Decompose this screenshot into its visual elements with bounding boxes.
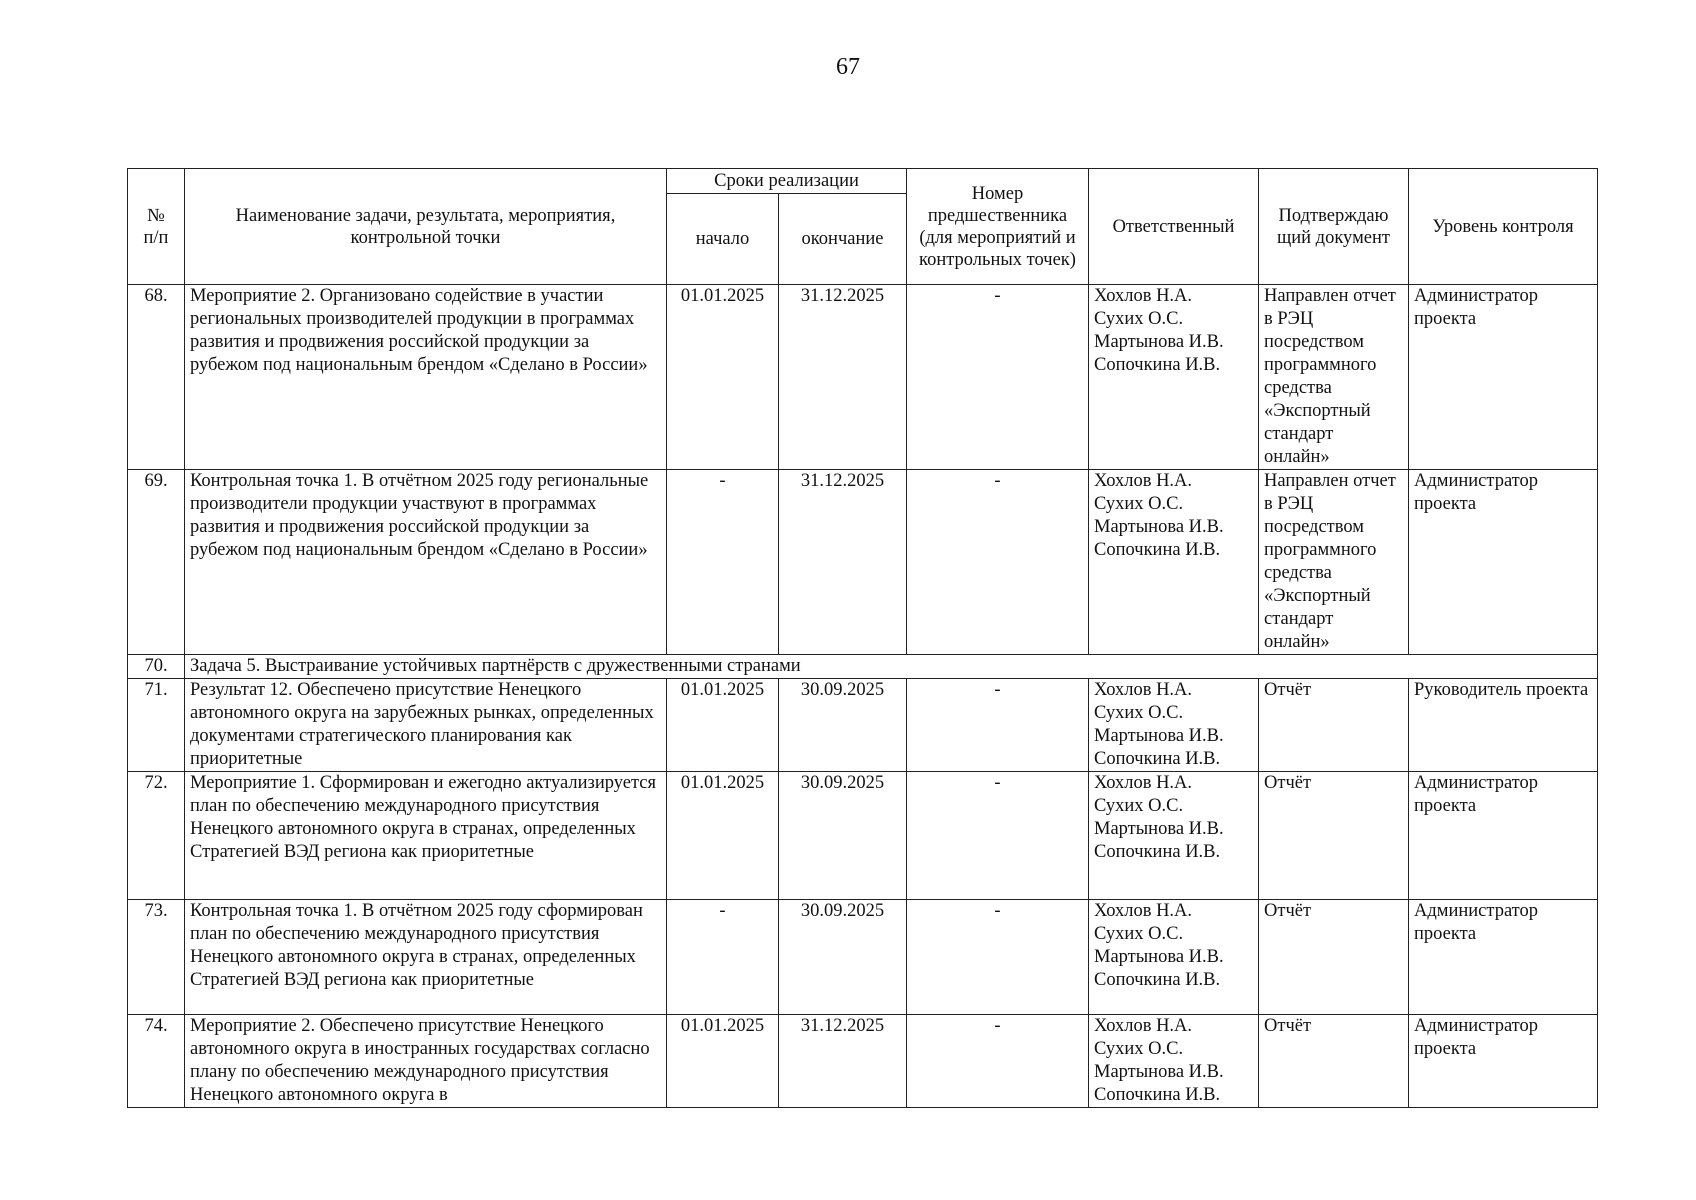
table-row xyxy=(128,679,1598,772)
row-end: 30.09.2025 xyxy=(779,679,907,772)
row-num: 73. xyxy=(128,900,185,1015)
row-responsible: Хохлов Н.А. Сухих О.С. Мартынова И.В. Сопочкина И.В. xyxy=(1089,285,1259,470)
table-row xyxy=(128,772,1598,900)
row-predecessor: - xyxy=(907,900,1089,1015)
table-row xyxy=(128,470,1598,655)
row-start: 01.01.2025 xyxy=(667,679,779,772)
row-document: Направлен отчет в РЭЦ посредством программного средства «Экспортный стандарт онлайн» xyxy=(1259,285,1409,470)
row-document: Отчёт xyxy=(1259,900,1409,1015)
row-num: 71. xyxy=(128,679,185,772)
row-start: 01.01.2025 xyxy=(667,285,779,470)
row-responsible: Хохлов Н.А. Сухих О.С. Мартынова И.В. Сопочкина И.В. xyxy=(1089,679,1259,772)
header-document: Подтверждаю щий документ xyxy=(1259,169,1409,285)
row-predecessor: - xyxy=(907,1015,1089,1108)
header-control: Уровень контроля xyxy=(1409,169,1598,285)
row-predecessor: - xyxy=(907,679,1089,772)
page-number: 67 xyxy=(836,54,860,80)
row-start: - xyxy=(667,900,779,1015)
row-control: Администратор проекта xyxy=(1409,285,1598,470)
row-responsible: Хохлов Н.А. Сухих О.С. Мартынова И.В. Сопочкина И.В. xyxy=(1089,772,1259,900)
row-control: Администратор проекта xyxy=(1409,900,1598,1015)
row-predecessor: - xyxy=(907,772,1089,900)
row-responsible: Хохлов Н.А. Сухих О.С. Мартынова И.В. Сопочкина И.В. xyxy=(1089,470,1259,655)
header-start: начало xyxy=(667,194,779,285)
row-document: Отчёт xyxy=(1259,679,1409,772)
row-num: 70. xyxy=(128,655,185,679)
row-predecessor: - xyxy=(907,470,1089,655)
row-start: 01.01.2025 xyxy=(667,772,779,900)
row-document: Направлен отчет в РЭЦ посредством программного средства «Экспортный стандарт онлайн» xyxy=(1259,470,1409,655)
row-end: 30.09.2025 xyxy=(779,900,907,1015)
task-row xyxy=(128,655,1598,679)
row-predecessor: - xyxy=(907,285,1089,470)
row-name: Результат 12. Обеспечено присутствие Ненецкого автономного округа на зарубежных рынках, определенных документами стратегического планирования как приоритетные xyxy=(185,679,667,772)
header-name: Наименование задачи, результата, мероприятия, контрольной точки xyxy=(185,169,667,285)
row-num: 69. xyxy=(128,470,185,655)
row-start: - xyxy=(667,470,779,655)
header-num: № п/п xyxy=(128,169,185,285)
table-row xyxy=(128,900,1598,1015)
row-num: 68. xyxy=(128,285,185,470)
row-name: Мероприятие 2. Организовано содействие в участии региональных производителей продукции в программах развития и продвижения российской продукции за рубежом под национальным брендом «Сделано в России» xyxy=(185,285,667,470)
row-num: 72. xyxy=(128,772,185,900)
header-predecessor: Номер предшественника (для мероприятий и контрольных точек) xyxy=(907,169,1089,285)
header-responsible: Ответственный xyxy=(1089,169,1259,285)
row-name: Контрольная точка 1. В отчётном 2025 году сформирован план по обеспечению международного присутствия Ненецкого автономного округа в странах, определенных Стратегией ВЭД региона как приоритетные xyxy=(185,900,667,1015)
row-responsible: Хохлов Н.А. Сухих О.С. Мартынова И.В. Сопочкина И.В. xyxy=(1089,1015,1259,1108)
row-document: Отчёт xyxy=(1259,1015,1409,1108)
header-timeline: Сроки реализации xyxy=(667,169,907,194)
row-start: 01.01.2025 xyxy=(667,1015,779,1108)
row-control: Администратор проекта xyxy=(1409,772,1598,900)
row-document: Отчёт xyxy=(1259,772,1409,900)
row-name: Мероприятие 2. Обеспечено присутствие Ненецкого автономного округа в иностранных государствах согласно плану по обеспечению международного присутствия Ненецкого автономного округа в xyxy=(185,1015,667,1108)
row-num: 74. xyxy=(128,1015,185,1108)
row-end: 31.12.2025 xyxy=(779,285,907,470)
row-control: Руководитель проекта xyxy=(1409,679,1598,772)
row-control: Администратор проекта xyxy=(1409,1015,1598,1108)
row-name: Контрольная точка 1. В отчётном 2025 году региональные производители продукции участвуют в программах развития и продвижения российской продукции за рубежом под национальным брендом «Сделано в России» xyxy=(185,470,667,655)
row-end: 31.12.2025 xyxy=(779,470,907,655)
table-row xyxy=(128,285,1598,470)
header-end: окончание xyxy=(779,194,907,285)
row-control: Администратор проекта xyxy=(1409,470,1598,655)
project-plan-table xyxy=(127,168,1598,1108)
row-end: 30.09.2025 xyxy=(779,772,907,900)
row-end: 31.12.2025 xyxy=(779,1015,907,1108)
header-row xyxy=(128,169,1598,194)
table-row xyxy=(128,1015,1598,1108)
row-name: Мероприятие 1. Сформирован и ежегодно актуализируется план по обеспечению международного присутствия Ненецкого автономного округа в странах, определенных Стратегией ВЭД региона как приоритетные xyxy=(185,772,667,900)
row-responsible: Хохлов Н.А. Сухих О.С. Мартынова И.В. Сопочкина И.В. xyxy=(1089,900,1259,1015)
task-title: Задача 5. Выстраивание устойчивых партнёрств с дружественными странами xyxy=(185,655,1598,679)
